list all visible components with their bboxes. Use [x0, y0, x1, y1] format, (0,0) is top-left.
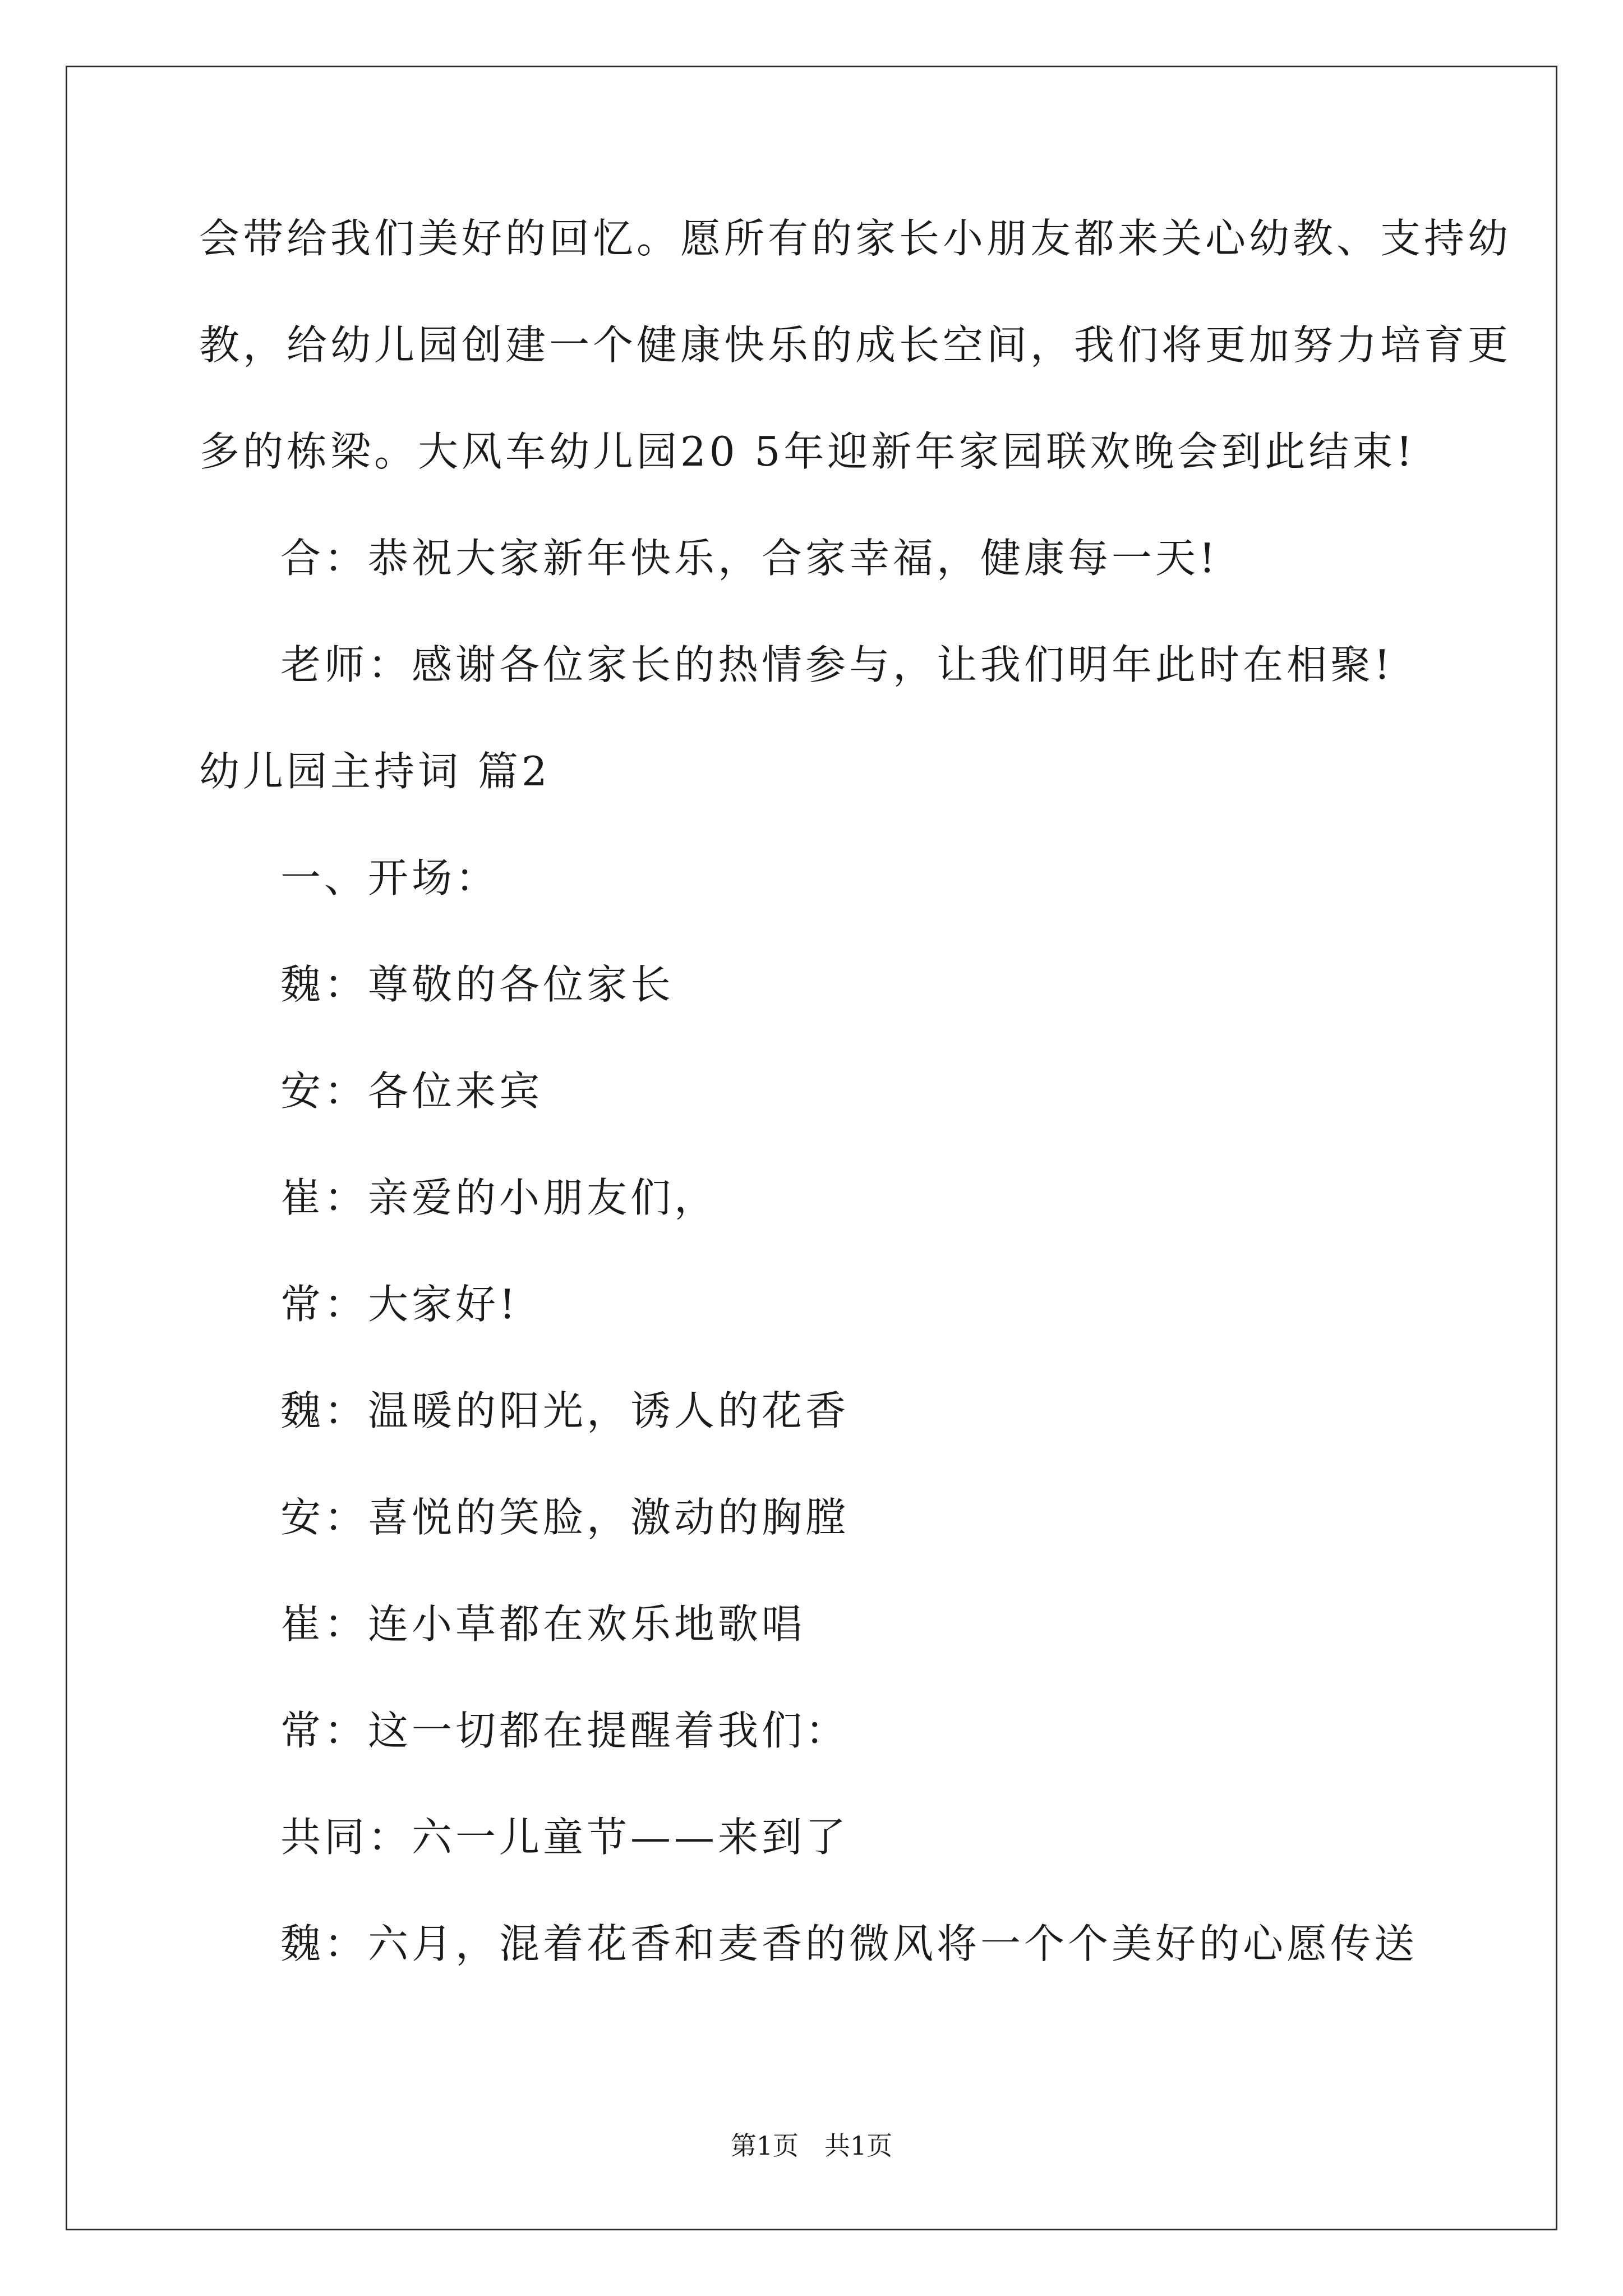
- text-line-15: 常：这一切都在提醒着我们：: [280, 1707, 850, 1754]
- text-line-4: 合：恭祝大家新年快乐，合家幸福，健康每一天!: [280, 535, 1219, 582]
- document-body: [199, 213, 1512, 2025]
- page-number-footer: 第1页 共1页: [730, 2131, 893, 2161]
- text-line-17: 魏：六月，混着花香和麦香的微风将一个个美好的心愿传送: [280, 1920, 1418, 1967]
- text-line-11: 常：大家好!: [280, 1281, 519, 1328]
- text-line-7: 一、开场：: [280, 854, 500, 901]
- text-line-1: 会带给我们美好的回忆。愿所有的家长小朋友都来关心幼教、支持幼: [199, 215, 1512, 262]
- text-line-9: 安：各位来宾: [280, 1068, 543, 1115]
- text-line-5: 老师：感谢各位家长的热情参与，让我们明年此时在相聚!: [280, 641, 1394, 688]
- text-line-10: 崔：亲爱的小朋友们，: [280, 1174, 718, 1221]
- text-line-3: 多的栋梁。大风车幼儿园20 5年迎新年家园联欢晚会到此结束!: [199, 428, 1416, 475]
- text-line-12: 魏：温暖的阳光，诱人的花香: [280, 1387, 850, 1434]
- text-line-2: 教，给幼儿园创建一个健康快乐的成长空间，我们将更加努力培育更: [199, 321, 1512, 369]
- text-line-14: 崔：连小草都在欢乐地歌唱: [280, 1600, 806, 1648]
- text-line-8: 魏：尊敬的各位家长: [280, 961, 675, 1008]
- text-line-13: 安：喜悦的笑脸，激动的胸膛: [280, 1494, 850, 1541]
- section-heading: 幼儿园主持词 篇2: [199, 748, 551, 795]
- text-line-16: 共同：六一儿童节——来到了: [280, 1814, 850, 1861]
